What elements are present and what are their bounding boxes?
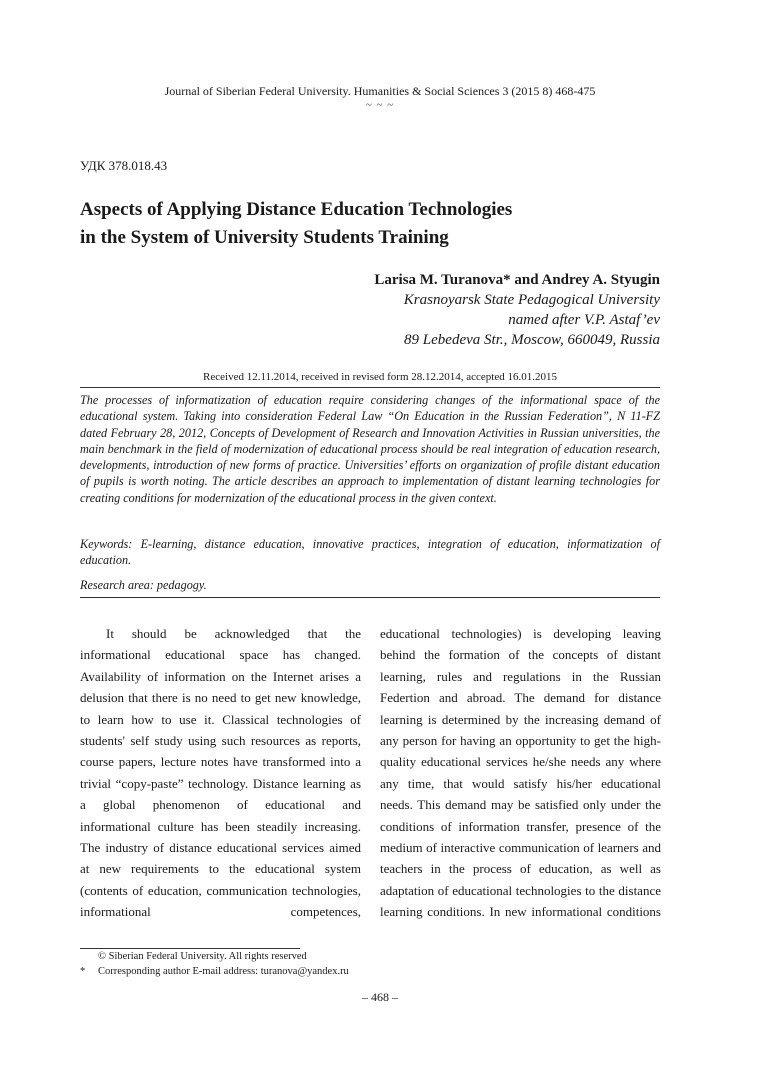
keywords: Keywords: E-learning, distance education, innovative practices, integration of education, informatization of education. bbox=[80, 537, 660, 568]
body-left-column: It should be acknowledged that the informational educational space has changed. Availability of information on the Internet arises a delusion that there is no need to get new knowledge, to learn how to use it. Classical technologies of students' self study using such resources as reports, course papers, lecture notes have transformed into a trivial “copy-paste” technology. Distance learning as a global phenomenon of educational and informational culture has been steadily increasing. The industry of distance educational services aimed at new requirements to the educational system (contents of education, communication technologies, informational competences, bbox=[80, 626, 361, 920]
body-right-column: educational technologies) is developing leaving behind the formation of the concepts of distant learning, rules and regulations in the Russian Federtion and abroad. The demand for distance learning is determined by the increasing demand of any person for having an opportunity to get the high-quality educational services he/she needs any where any time, that would satisfy his/her educational needs. This demand may be satisfied only under the conditions of information transfer, presence of the medium of interactive communication of learners and teachers in the process of education, as well as adaptation of educational technologies to the distance learning conditions. In new informational conditions bbox=[380, 626, 661, 920]
abstract: The processes of informatization of education require considering changes of the informational space of the educational system. Taking into consideration Federal Law “On Education in the Russian Federation”, N 11-FZ dated February 28, 2012, Concepts of Development of Research and Innovation Activities in Russian universities, the main benchmark in the field of modernization of educational process should be real integration of education research, developments, introduction of new forms of practice. Universities’ efforts on organization of profile distant education of pupils is worth noting. The article describes an approach to implementation of distant learning technologies for creating conditions for modernization of the educational process in the given context. bbox=[80, 393, 660, 505]
authors: Larisa M. Turanova* and Andrey A. Styugin bbox=[374, 272, 660, 288]
corresponding-author-text: Corresponding author E-mail address: turanova@yandex.ru bbox=[98, 966, 349, 977]
page-number: – 468 – bbox=[362, 990, 398, 1004]
corresponding-author-footnote bbox=[80, 966, 349, 977]
header-ornament: ~ ~ ~ bbox=[365, 99, 395, 111]
journal-header: Journal of Siberian Federal University. Humanities & Social Sciences 3 (2015 8) 468-475 bbox=[164, 84, 596, 98]
affiliation-line-2: named after V.P. Astaf’ev bbox=[508, 312, 660, 328]
research-area: Research area: pedagogy. bbox=[80, 578, 207, 592]
abstract-bottom-rule bbox=[80, 597, 660, 598]
article-title bbox=[80, 196, 680, 252]
title-line-1: Aspects of Applying Distance Education Technologies bbox=[80, 199, 513, 220]
affiliation bbox=[404, 290, 660, 350]
footnote-rule bbox=[80, 948, 300, 949]
footnote-mark: * bbox=[80, 966, 86, 977]
udc-code: УДК 378.018.43 bbox=[80, 158, 168, 173]
affiliation-line-3: 89 Lebedeva Str., Moscow, 660049, Russia bbox=[404, 332, 660, 348]
received-dates: Received 12.11.2014, received in revised form 28.12.2014, accepted 16.01.2015 bbox=[203, 371, 557, 383]
abstract-top-rule bbox=[80, 387, 660, 388]
title-line-2: in the System of University Students Training bbox=[80, 227, 449, 248]
copyright-footnote: © Siberian Federal University. All rights reserved bbox=[98, 951, 307, 962]
affiliation-line-1: Krasnoyarsk State Pedagogical University bbox=[403, 292, 660, 308]
